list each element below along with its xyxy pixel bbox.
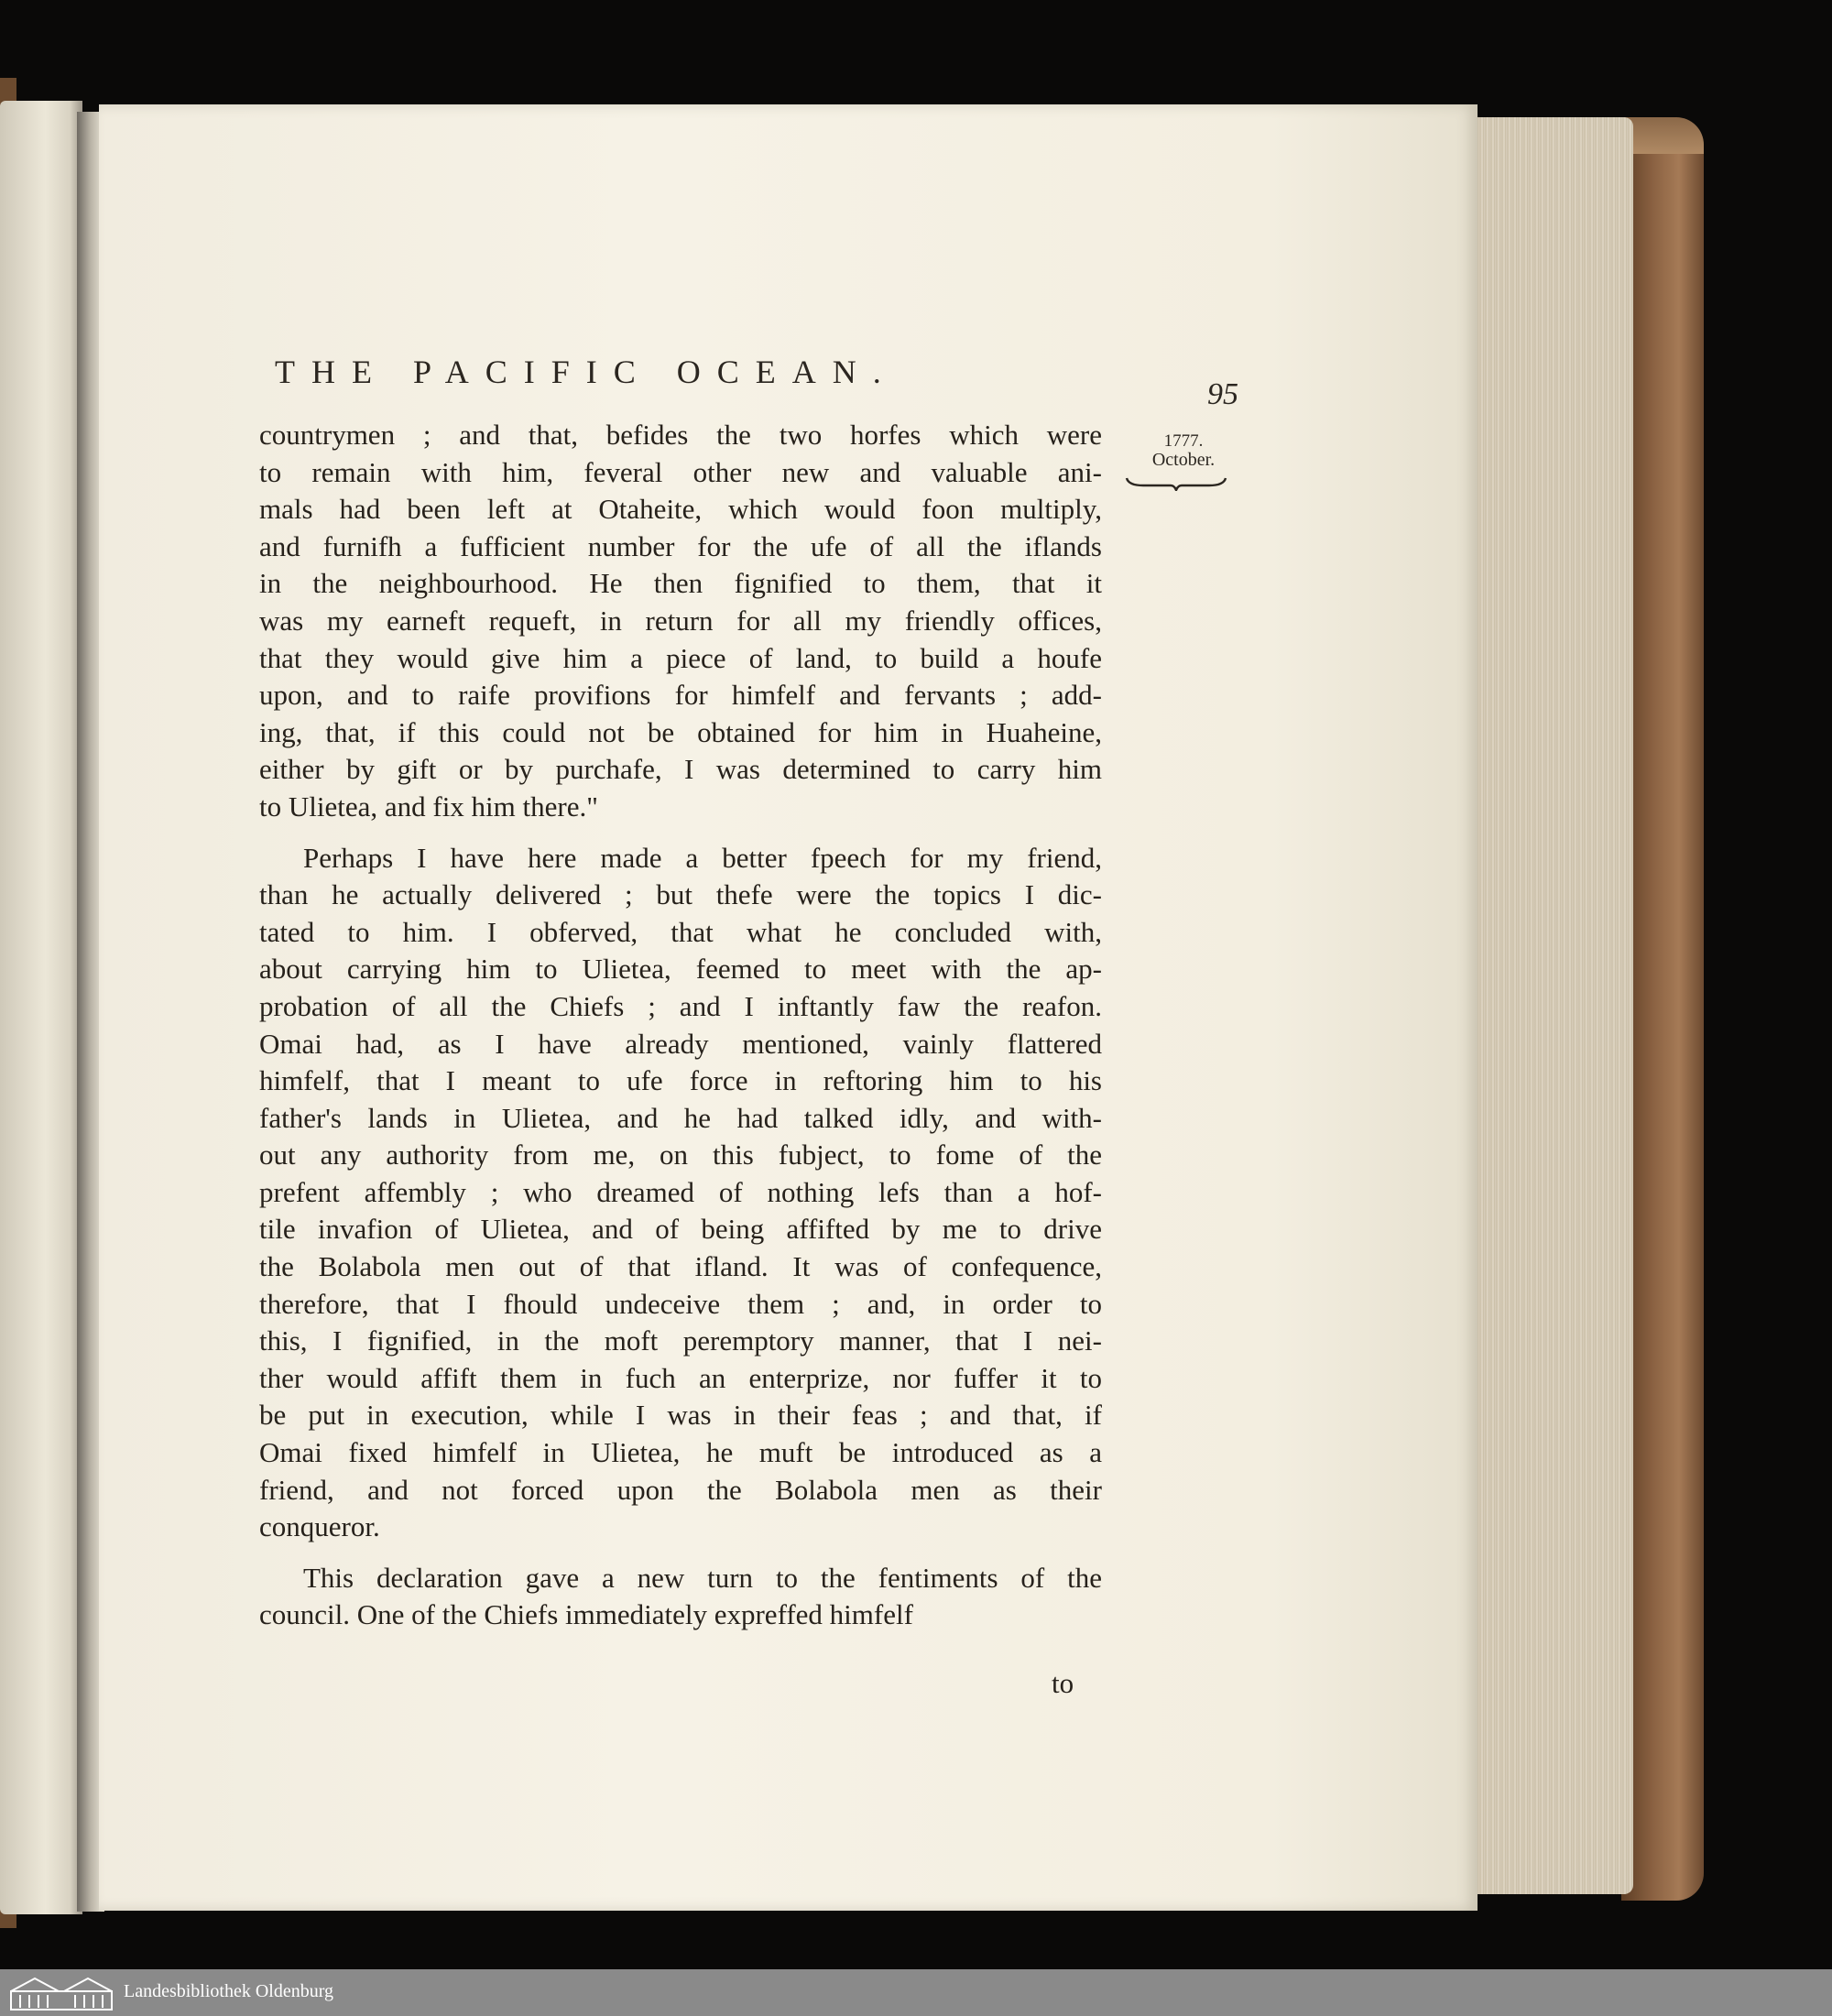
footer-bar	[0, 1969, 1832, 2016]
text-line: friend, and not forced upon the Bolabola men as their	[259, 1473, 1102, 1506]
text-line: about carrying him to Ulietea, feemed to meet with the ap-	[259, 953, 1102, 986]
library-building-icon	[7, 1975, 115, 2011]
margin-note-year: 1777.	[1163, 431, 1204, 451]
margin-note	[1129, 432, 1238, 469]
left-page-edge	[0, 101, 82, 1914]
text-line: than he actually delivered ; but thefe were the topics I dic-	[259, 878, 1102, 911]
text-line: ther would affift them in fuch an enterprize, nor fuffer it to	[259, 1361, 1102, 1394]
text-line: This declaration gave a new turn to the fentiments of the	[303, 1561, 1102, 1594]
text-line: upon, and to raife provifions for himfelf and fervants ; add-	[259, 679, 1102, 712]
text-line: himfelf, that I meant to ufe force in reftoring him to his	[259, 1064, 1102, 1097]
text-line: the Bolabola men out of that ifland. It was of confequence,	[259, 1250, 1102, 1283]
text-line: out any authority from me, on this fubject, to fome of the	[259, 1139, 1102, 1171]
text-line: be put in execution, while I was in their feas ; and that, if	[259, 1399, 1102, 1432]
text-line: either by gift or by purchafe, I was determined to carry him	[259, 753, 1102, 786]
text-line: Omai had, as I have already mentioned, vainly flattered	[259, 1027, 1102, 1060]
text-line: tile invafion of Ulietea, and of being affifted by me to drive	[259, 1213, 1102, 1246]
library-name: Landesbibliothek Oldenburg	[124, 1981, 334, 2001]
text-line: council. One of the Chiefs immediately expreffed himfelf	[259, 1598, 913, 1631]
text-line: and furnifh a fufficient number for the ufe of all the iflands	[259, 529, 1102, 562]
leather-cover	[1621, 119, 1704, 1901]
paragraph-gap	[259, 1546, 1102, 1560]
text-line: tated to him. I obferved, that what he concluded with,	[259, 915, 1102, 948]
text-line: therefore, that I fhould undeceive them ; and, in order to	[259, 1287, 1102, 1320]
text-line: conqueror.	[259, 1510, 380, 1543]
text-line: Omai fixed himfelf in Ulietea, he muft be introduced as a	[259, 1436, 1102, 1469]
margin-note-month: October.	[1151, 450, 1216, 470]
text-line: to remain with him, feveral other new and valuable ani-	[259, 455, 1102, 488]
paragraph-gap	[259, 826, 1102, 840]
page-fore-edge	[1473, 117, 1633, 1894]
text-line: probation of all the Chiefs ; and I inftantly faw the reafon.	[259, 989, 1102, 1022]
text-line: this, I fignified, in the moft peremptory manner, that I nei-	[259, 1324, 1102, 1357]
body-text	[259, 417, 1102, 1634]
text-line: Perhaps I have here made a better fpeech for my friend,	[303, 841, 1102, 874]
text-line: mals had been left at Otaheite, which would foon multiply,	[259, 493, 1102, 526]
catchword: to	[1052, 1667, 1074, 1699]
text-line: in the neighbourhood. He then fignified to them, that it	[259, 567, 1102, 600]
text-line: that they would give him a piece of land, to build a houfe	[259, 641, 1102, 674]
running-head: THE PACIFIC OCEAN.	[275, 354, 898, 390]
page-number: 95	[1207, 377, 1238, 411]
text-line: was my earneft requeft, in return for all my friendly offices,	[259, 604, 1102, 637]
text-line: to Ulietea, and fix him there."	[259, 790, 598, 823]
text-line: father's lands in Ulietea, and he had talked idly, and with-	[259, 1101, 1102, 1134]
margin-brace	[1125, 476, 1227, 491]
text-line: prefent affembly ; who dreamed of nothing lefs than a hof-	[259, 1175, 1102, 1208]
text-line: countrymen ; and that, befides the two horfes which were	[259, 419, 1102, 451]
text-line: ing, that, if this could not be obtained for him in Huaheine,	[259, 715, 1102, 748]
